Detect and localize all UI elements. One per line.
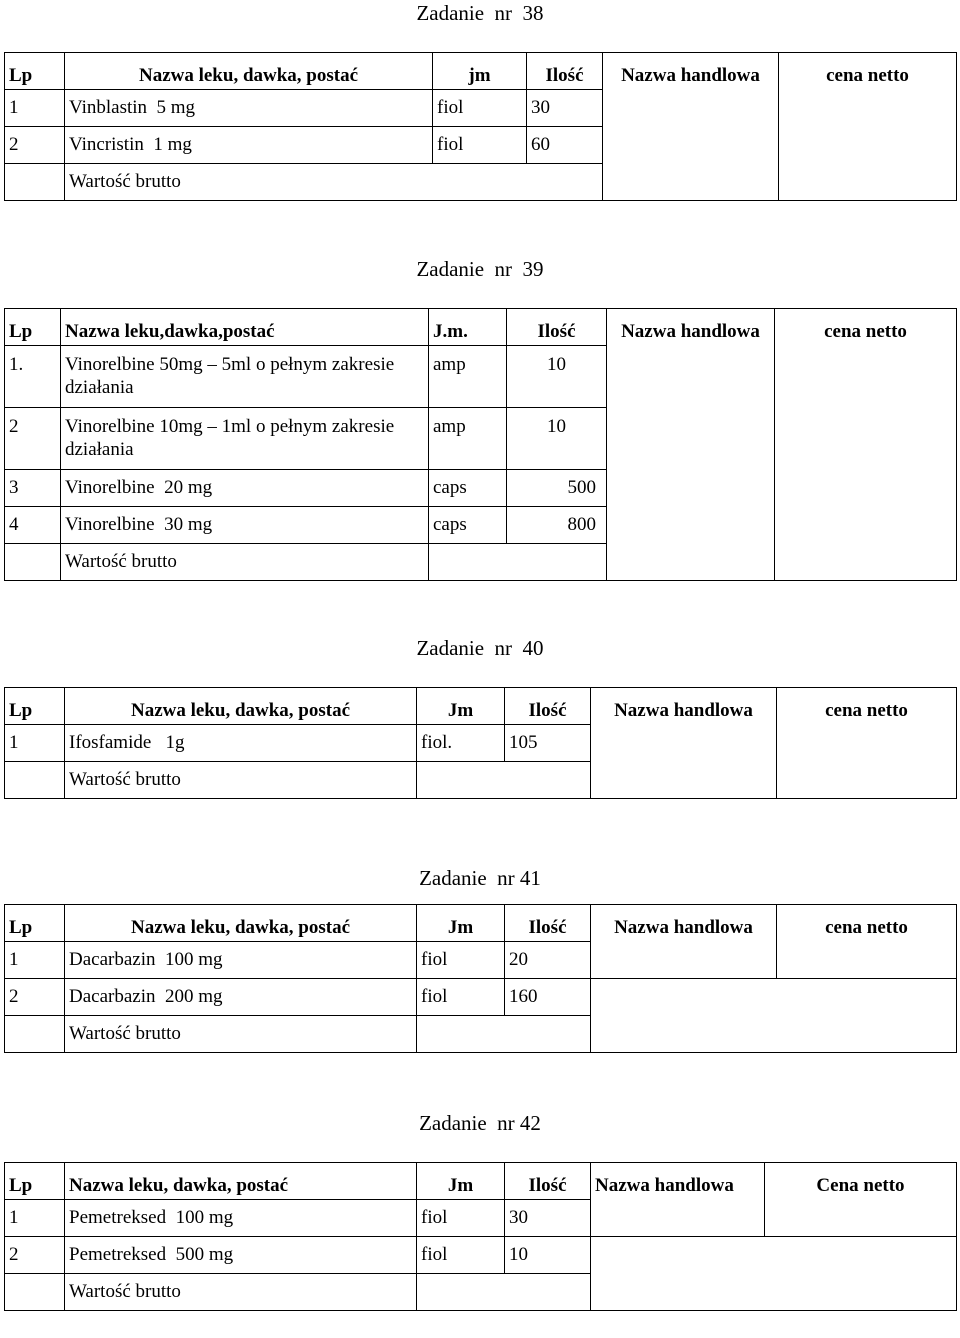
cell-lp: 2 xyxy=(5,1237,65,1274)
header-net-price: cena netto xyxy=(777,688,957,799)
section-title: Zadanie nr 41 xyxy=(419,866,541,890)
header-unit: J.m. xyxy=(429,309,507,346)
cell-empty xyxy=(417,1274,591,1311)
header-net-price: Cena netto xyxy=(765,1163,957,1237)
cell-quantity: 30 xyxy=(527,90,603,127)
cell-quantity: 105 xyxy=(505,725,591,762)
total-label: Wartość brutto xyxy=(61,544,429,581)
header-quantity: Ilość xyxy=(527,53,603,90)
table-header-row xyxy=(5,53,957,90)
cell-quantity: 10 xyxy=(505,1237,591,1274)
header-quantity: Ilość xyxy=(505,905,591,942)
cell-unit: fiol xyxy=(417,1200,505,1237)
header-name: Nazwa leku, dawka, postać xyxy=(65,905,417,942)
cell-lp: 4 xyxy=(5,507,61,544)
table-header-row xyxy=(5,1163,957,1200)
cell-unit: fiol xyxy=(417,979,505,1016)
header-unit: jm xyxy=(433,53,527,90)
cell-lp: 1 xyxy=(5,1200,65,1237)
header-quantity: Ilość xyxy=(507,309,607,346)
cell-unit: fiol xyxy=(417,1237,505,1274)
cell-unit: amp xyxy=(429,408,507,470)
cell-lp: 1. xyxy=(5,346,61,408)
cell-unit: caps xyxy=(429,470,507,507)
cell-name: Dacarbazin 100 mg xyxy=(65,942,417,979)
cell-name: Vinblastin 5 mg xyxy=(65,90,433,127)
cell-lp: 1 xyxy=(5,725,65,762)
header-quantity: Ilość xyxy=(505,1163,591,1200)
header-trade-name: Nazwa handlowa xyxy=(607,309,775,581)
header-lp: Lp xyxy=(5,53,65,90)
header-name: Nazwa leku, dawka, postać xyxy=(65,53,433,90)
header-lp: Lp xyxy=(5,905,65,942)
table-row xyxy=(5,979,957,1016)
cell-empty xyxy=(5,544,61,581)
cell-unit: fiol xyxy=(417,942,505,979)
drug-table xyxy=(4,1162,957,1311)
cell-lp: 2 xyxy=(5,408,61,470)
cell-quantity: 60 xyxy=(527,127,603,164)
header-name: Nazwa leku, dawka, postać xyxy=(65,1163,417,1200)
header-net-price: cena netto xyxy=(779,53,957,201)
table-row xyxy=(5,1237,957,1274)
header-name: Nazwa leku, dawka, postać xyxy=(65,688,417,725)
cell-lp: 2 xyxy=(5,127,65,164)
cell-name: Ifosfamide 1g xyxy=(65,725,417,762)
table-header-row xyxy=(5,309,957,346)
drug-table xyxy=(4,52,957,201)
total-label: Wartość brutto xyxy=(65,1016,417,1053)
cell-quantity: 800 xyxy=(507,507,607,544)
total-label: Wartość brutto xyxy=(65,762,417,799)
drug-table xyxy=(4,904,957,1053)
cell-empty xyxy=(417,1016,591,1053)
cell-unit: fiol. xyxy=(417,725,505,762)
header-unit: Jm xyxy=(417,1163,505,1200)
header-net-price: cena netto xyxy=(777,905,957,979)
cell-empty xyxy=(417,762,591,799)
cell-name: Pemetreksed 500 mg xyxy=(65,1237,417,1274)
cell-empty xyxy=(5,762,65,799)
section-title: Zadanie nr 39 xyxy=(416,257,544,281)
cell-unit: fiol xyxy=(433,90,527,127)
table-header-row xyxy=(5,688,957,725)
cell-lp: 2 xyxy=(5,979,65,1016)
cell-name: Pemetreksed 100 mg xyxy=(65,1200,417,1237)
header-trade-name: Nazwa handlowa xyxy=(591,1163,765,1237)
cell-name: Vinorelbine 30 mg xyxy=(61,507,429,544)
cell-name: Vincristin 1 mg xyxy=(65,127,433,164)
cell-quantity: 10 xyxy=(507,408,607,470)
header-quantity: Ilość xyxy=(505,688,591,725)
cell-unit: fiol xyxy=(433,127,527,164)
section-title: Zadanie nr 38 xyxy=(416,1,544,25)
cell-unit: amp xyxy=(429,346,507,408)
cell-empty xyxy=(591,1237,957,1311)
header-trade-name: Nazwa handlowa xyxy=(591,905,777,979)
cell-quantity: 10 xyxy=(507,346,607,408)
cell-quantity: 20 xyxy=(505,942,591,979)
header-lp: Lp xyxy=(5,309,61,346)
cell-empty xyxy=(5,164,65,201)
cell-quantity: 30 xyxy=(505,1200,591,1237)
cell-lp: 3 xyxy=(5,470,61,507)
cell-quantity: 500 xyxy=(507,470,607,507)
header-trade-name: Nazwa handlowa xyxy=(591,688,777,799)
total-label: Wartość brutto xyxy=(65,164,603,201)
cell-empty xyxy=(5,1274,65,1311)
drug-table xyxy=(4,308,957,581)
header-unit: Jm xyxy=(417,905,505,942)
header-name: Nazwa leku,dawka,postać xyxy=(61,309,429,346)
section-title: Zadanie nr 40 xyxy=(416,636,544,660)
section-title: Zadanie nr 42 xyxy=(419,1111,541,1135)
cell-name: Vinorelbine 50mg – 5ml o pełnym zakresie działania xyxy=(61,346,429,408)
drug-table xyxy=(4,687,957,799)
cell-quantity: 160 xyxy=(505,979,591,1016)
total-label: Wartość brutto xyxy=(65,1274,417,1311)
cell-empty xyxy=(591,979,957,1053)
header-trade-name: Nazwa handlowa xyxy=(603,53,779,201)
table-header-row xyxy=(5,905,957,942)
cell-empty xyxy=(5,1016,65,1053)
cell-unit: caps xyxy=(429,507,507,544)
cell-name: Dacarbazin 200 mg xyxy=(65,979,417,1016)
cell-empty xyxy=(429,544,607,581)
cell-name: Vinorelbine 20 mg xyxy=(61,470,429,507)
header-lp: Lp xyxy=(5,1163,65,1200)
cell-name: Vinorelbine 10mg – 1ml o pełnym zakresie działania xyxy=(61,408,429,470)
header-unit: Jm xyxy=(417,688,505,725)
cell-lp: 1 xyxy=(5,90,65,127)
cell-lp: 1 xyxy=(5,942,65,979)
header-lp: Lp xyxy=(5,688,65,725)
header-net-price: cena netto xyxy=(775,309,957,581)
